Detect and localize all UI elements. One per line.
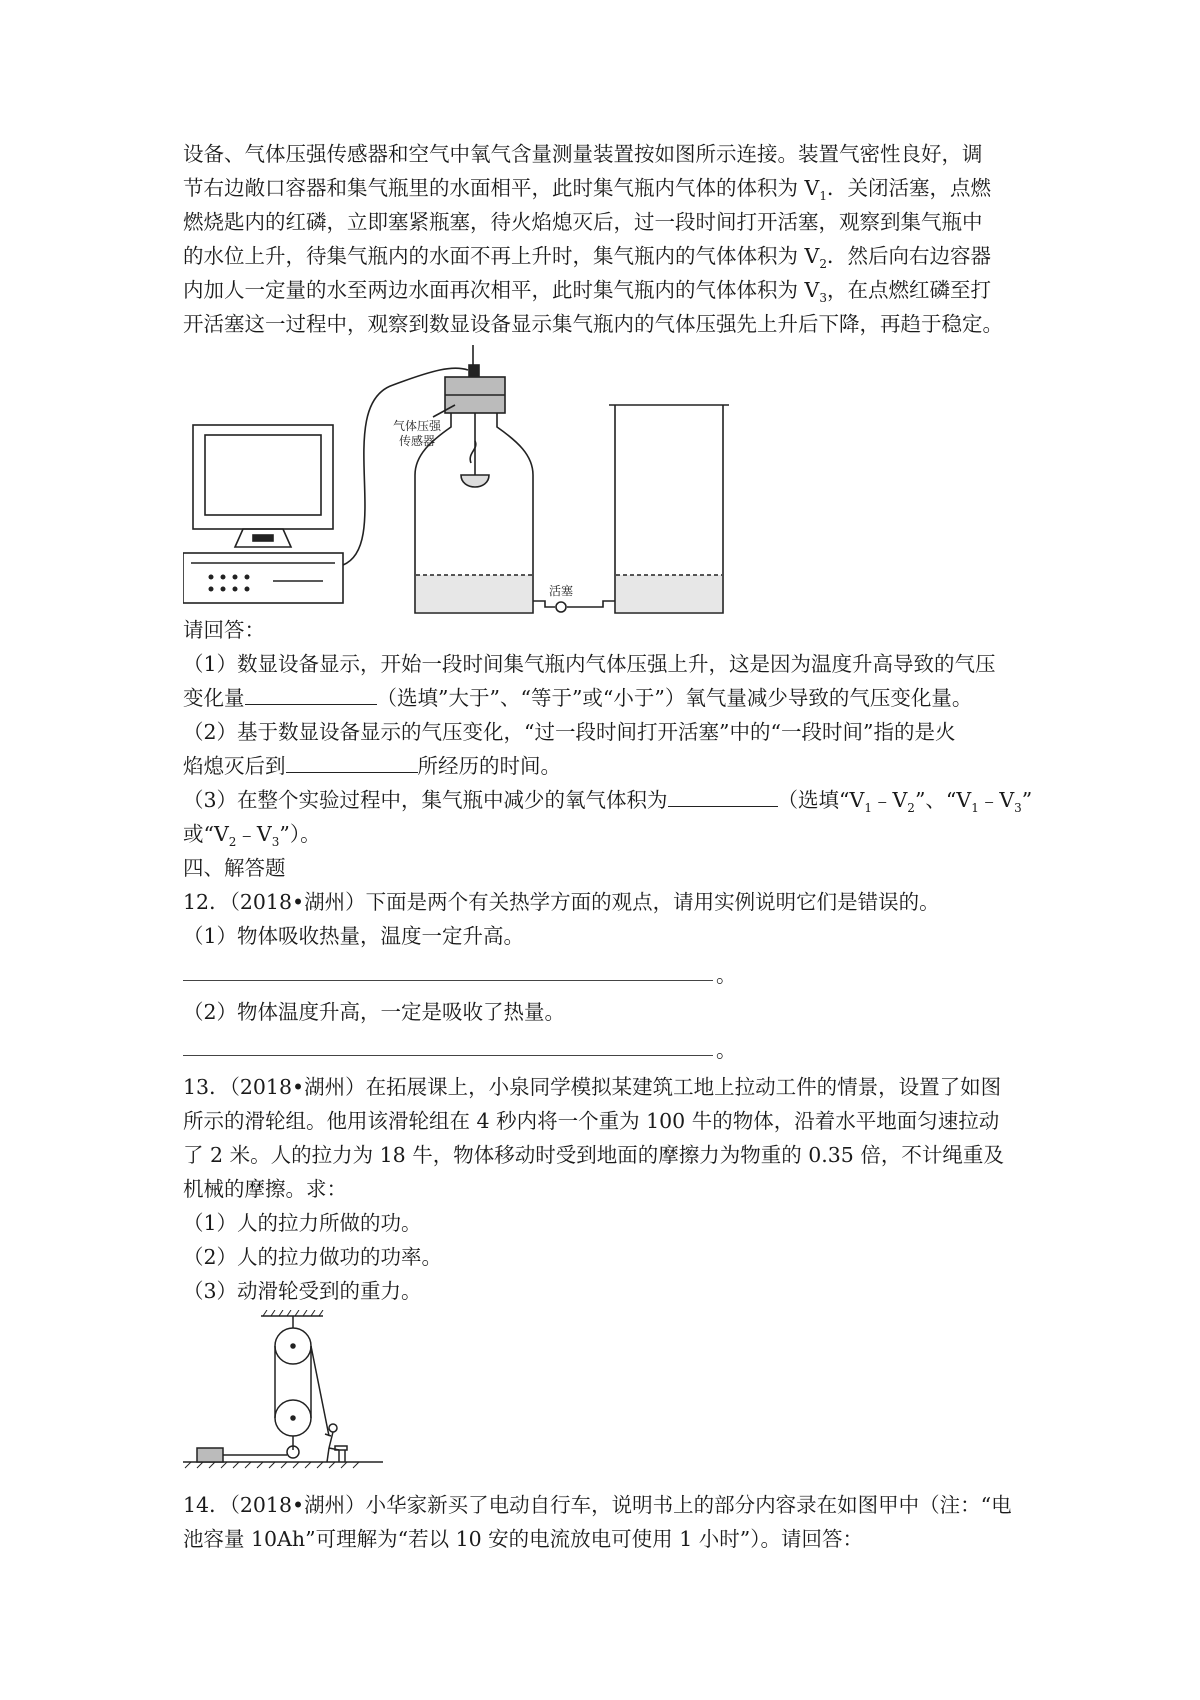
q11-prompt: 请回答： — [183, 618, 265, 642]
intro-line-6: 开活塞这一过程中，观察到数显设备显示集气瓶内的气体压强先上升后下降，再趋于稳定。 — [183, 312, 1003, 336]
sensor-label-1: 气体压强 — [393, 419, 442, 433]
q11-part1-line2: 变化量 （选填”大于”、“等于”或“小于”）氧气量减少导致的气压变化量。 — [183, 681, 972, 715]
q11-part3-line2: 或“$V_2﹣V_3$”）。 — [183, 822, 321, 850]
q13-part3: （3）动滑轮受到的重力。 — [183, 1279, 422, 1303]
q13-line-4: 机械的摩擦。求： — [183, 1177, 347, 1201]
q12-part1: （1）物体吸收热量，温度一定升高。 — [183, 924, 525, 948]
q13-part2: （2）人的拉力做功的功率。 — [183, 1245, 443, 1269]
q12-part2: （2）物体温度升高，一定是吸收了热量。 — [183, 1000, 566, 1024]
q11-part3-line1: （3）在整个实验过程中，集气瓶中减少的氧气体积为 （选填“$V_1﹣V_2$”、“$V_1﹣V_3$” — [183, 783, 1032, 825]
q13-line-3: 了 2 米。人的拉力为 18 牛，物体移动时受到地面的摩擦力为物重的 0.35 倍，不计绳重及 — [183, 1143, 1004, 1167]
intro-line-4: 的水位上升，待集气瓶内的水面不再上升时，集气瓶内的气体体积为 $V_2$．然后向右边容器 — [183, 244, 991, 272]
q13-part1: （1）人的拉力所做的功。 — [183, 1211, 422, 1235]
data-logger-icon — [183, 553, 343, 603]
q12-title: 12．（2018•湖州）下面是两个有关热学方面的观点，请用实例说明它们是错误的。 — [183, 890, 940, 914]
intro-line-2: 节右边敞口容器和集气瓶里的水面相平，此时集气瓶内气体的体积为 $V_1$．关闭活塞，点燃 — [183, 176, 991, 204]
monitor-icon — [193, 425, 333, 547]
q11-part1-line1: （1）数显设备显示，开始一段时间集气瓶内气体压强上升，这是因为温度升高导致的气压 — [183, 652, 996, 676]
intro-line-5: 内加人一定量的水至两边水面再次相平，此时集气瓶内的气体体积为 $V_3$，在点燃红磷至打 — [183, 278, 991, 306]
section-title: 四、解答题 — [183, 856, 286, 880]
q14-line-2: 池容量 10Ah”可理解为“若以 10 安的电流放电可使用 1 小时”）。请回答： — [183, 1527, 863, 1551]
intro-line-1: 设备、气体压强传感器和空气中氧气含量测量装置按如图所示连接。装置气密性良好，调 — [183, 142, 983, 166]
intro-line-3: 燃烧匙内的红磷，立即塞紧瓶塞，待火焰熄灭后，过一段时间打开活塞，观察到集气瓶中 — [183, 210, 983, 234]
q12-period-1: 。 — [716, 963, 737, 987]
q11-part2-line1: （2）基于数显设备显示的气压变化，“过一段时间打开活塞”中的“一段时间”指的是火 — [183, 720, 956, 744]
valve — [556, 602, 566, 612]
q12-answer-line-1[interactable] — [183, 980, 713, 981]
valve-label: 活塞 — [549, 584, 574, 598]
q12-period-2: 。 — [716, 1038, 737, 1062]
q12-answer-line-2[interactable] — [183, 1055, 713, 1056]
q11-part2-line2: 焰熄灭后到 所经历的时间。 — [183, 749, 561, 783]
workpiece-block — [197, 1448, 223, 1462]
answer-blank[interactable] — [668, 784, 778, 807]
answer-blank[interactable] — [286, 750, 418, 773]
q13-line-2: 所示的滑轮组。他用该滑轮组在 4 秒内将一个重为 100 牛的物体，沿着水平地面匀速拉动 — [183, 1109, 1000, 1133]
answer-blank[interactable] — [245, 682, 377, 705]
q14-line-1: 14．（2018•湖州）小华家新买了电动自行车，说明书上的部分内容录在如图甲中（注：“电 — [183, 1493, 1012, 1517]
q13-line-1: 13．（2018•湖州）在拓展课上，小泉同学模拟某建筑工地上拉动工件的情景，设置了如图 — [183, 1075, 1002, 1099]
apparatus-figure — [183, 345, 923, 615]
sensor-label-2: 传感器 — [399, 434, 436, 448]
pulley-figure — [183, 1310, 383, 1470]
